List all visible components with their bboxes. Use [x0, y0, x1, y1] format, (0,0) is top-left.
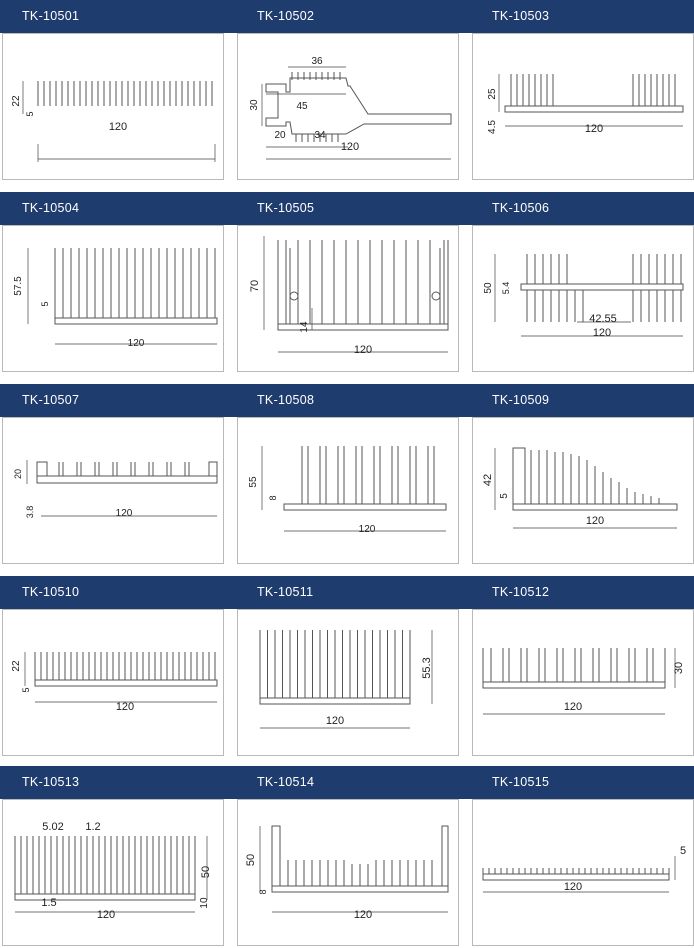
dim-label: 120 — [325, 715, 345, 727]
profile-drawing — [3, 34, 225, 181]
product-code: TK-10507 — [22, 393, 80, 407]
product-code: TK-10504 — [22, 201, 80, 215]
row-1-header-band — [0, 0, 694, 33]
product-code: TK-10509 — [492, 393, 550, 407]
product-code: TK-10511 — [257, 585, 314, 599]
product-code: TK-10505 — [257, 201, 315, 215]
dim-label: 25 — [487, 88, 498, 100]
product-code: TK-10502 — [257, 9, 315, 23]
dim-label: 1.5 — [41, 897, 57, 909]
dim-label: 20 — [13, 468, 23, 480]
profile-drawing — [238, 226, 460, 373]
drawing-card-tk-10508 — [237, 417, 459, 564]
dim-label: 5 — [25, 111, 35, 117]
profile-drawing — [3, 610, 225, 757]
dim-label: 8 — [268, 495, 278, 501]
dim-label: 120 — [96, 909, 116, 921]
dim-label: 120 — [108, 121, 128, 133]
dim-label: 120 — [127, 338, 145, 349]
dim-label: 8 — [258, 889, 268, 895]
dim-label: 30 — [249, 99, 260, 111]
dim-label: 120 — [585, 515, 605, 527]
row-3-header-band — [0, 384, 694, 417]
dim-label: 120 — [115, 701, 135, 713]
dim-label: 5.4 — [501, 281, 511, 295]
drawing-card-tk-10503 — [472, 33, 694, 180]
drawing-card-tk-10509 — [472, 417, 694, 564]
drawing-card-tk-10511 — [237, 609, 459, 756]
product-code: TK-10510 — [22, 585, 80, 599]
dim-label: 34 — [314, 130, 326, 141]
product-code: TK-10515 — [492, 775, 550, 789]
dim-label: 120 — [584, 123, 604, 135]
profile-drawing — [473, 34, 694, 181]
dim-label: 120 — [340, 141, 360, 153]
dim-label: 22 — [11, 95, 22, 107]
dim-label: 50 — [245, 853, 257, 867]
row-2-header-band — [0, 192, 694, 225]
profile-drawing — [238, 34, 460, 181]
profile-drawing — [473, 226, 694, 373]
dim-label: 1.2 — [85, 821, 101, 833]
dim-label: 10 — [199, 897, 210, 909]
product-code: TK-10513 — [22, 775, 80, 789]
dim-label: 30 — [673, 661, 685, 675]
dim-label: 50 — [200, 865, 212, 879]
dim-label: 57.5 — [13, 276, 24, 296]
dim-label: 14 — [299, 321, 310, 333]
dim-label: 120 — [353, 909, 373, 921]
dim-label: 5.02 — [42, 821, 64, 833]
profile-drawing — [3, 418, 225, 565]
drawing-card-tk-10510 — [2, 609, 224, 756]
product-code: TK-10501 — [22, 9, 80, 23]
drawing-card-tk-10506 — [472, 225, 694, 372]
profile-drawing — [3, 800, 225, 947]
dim-label: 45 — [296, 101, 308, 112]
dim-label: 120 — [358, 524, 376, 535]
dim-label: 120 — [592, 327, 612, 339]
dim-label: 120 — [115, 508, 133, 519]
dim-label: 36 — [311, 56, 323, 67]
dim-label: 5 — [40, 301, 50, 307]
product-code: TK-10512 — [492, 585, 550, 599]
dim-label: 42 — [482, 473, 494, 487]
drawing-card-tk-10507 — [2, 417, 224, 564]
profile-drawing — [473, 800, 694, 947]
dim-label: 5 — [21, 687, 31, 693]
row-4-header-band — [0, 576, 694, 609]
profile-drawing — [238, 610, 460, 757]
dim-label: 22 — [11, 660, 22, 672]
drawing-card-tk-10514 — [237, 799, 459, 946]
dim-label: 120 — [353, 344, 373, 356]
product-code: TK-10503 — [492, 9, 550, 23]
profile-drawing — [473, 610, 694, 757]
dim-label: 55.3 — [421, 657, 433, 679]
dim-label: 3.8 — [25, 505, 35, 519]
drawing-card-tk-10502 — [237, 33, 459, 180]
dim-label: 5 — [499, 493, 510, 499]
product-code: TK-10508 — [257, 393, 315, 407]
drawing-card-tk-10512 — [472, 609, 694, 756]
dim-label: 120 — [563, 701, 583, 713]
dim-label: 55 — [248, 476, 259, 488]
drawing-card-tk-10513 — [2, 799, 224, 946]
profile-drawing — [473, 418, 694, 565]
dim-label: 50 — [483, 282, 494, 294]
dim-label: 42.55 — [589, 313, 617, 325]
drawing-card-tk-10504 — [2, 225, 224, 372]
drawing-card-tk-10515 — [472, 799, 694, 946]
product-code: TK-10514 — [257, 775, 315, 789]
dim-label: 4.5 — [487, 120, 498, 134]
product-code: TK-10506 — [492, 201, 550, 215]
profile-drawing — [238, 800, 460, 947]
drawing-card-tk-10505 — [237, 225, 459, 372]
dim-label: 5 — [679, 845, 687, 857]
row-5-header-band — [0, 766, 694, 799]
drawing-card-tk-10501 — [2, 33, 224, 180]
dim-label: 20 — [274, 130, 286, 141]
profile-drawing — [3, 226, 225, 373]
dim-label: 120 — [563, 881, 583, 893]
profile-drawing — [238, 418, 460, 565]
dim-label: 70 — [249, 279, 261, 293]
